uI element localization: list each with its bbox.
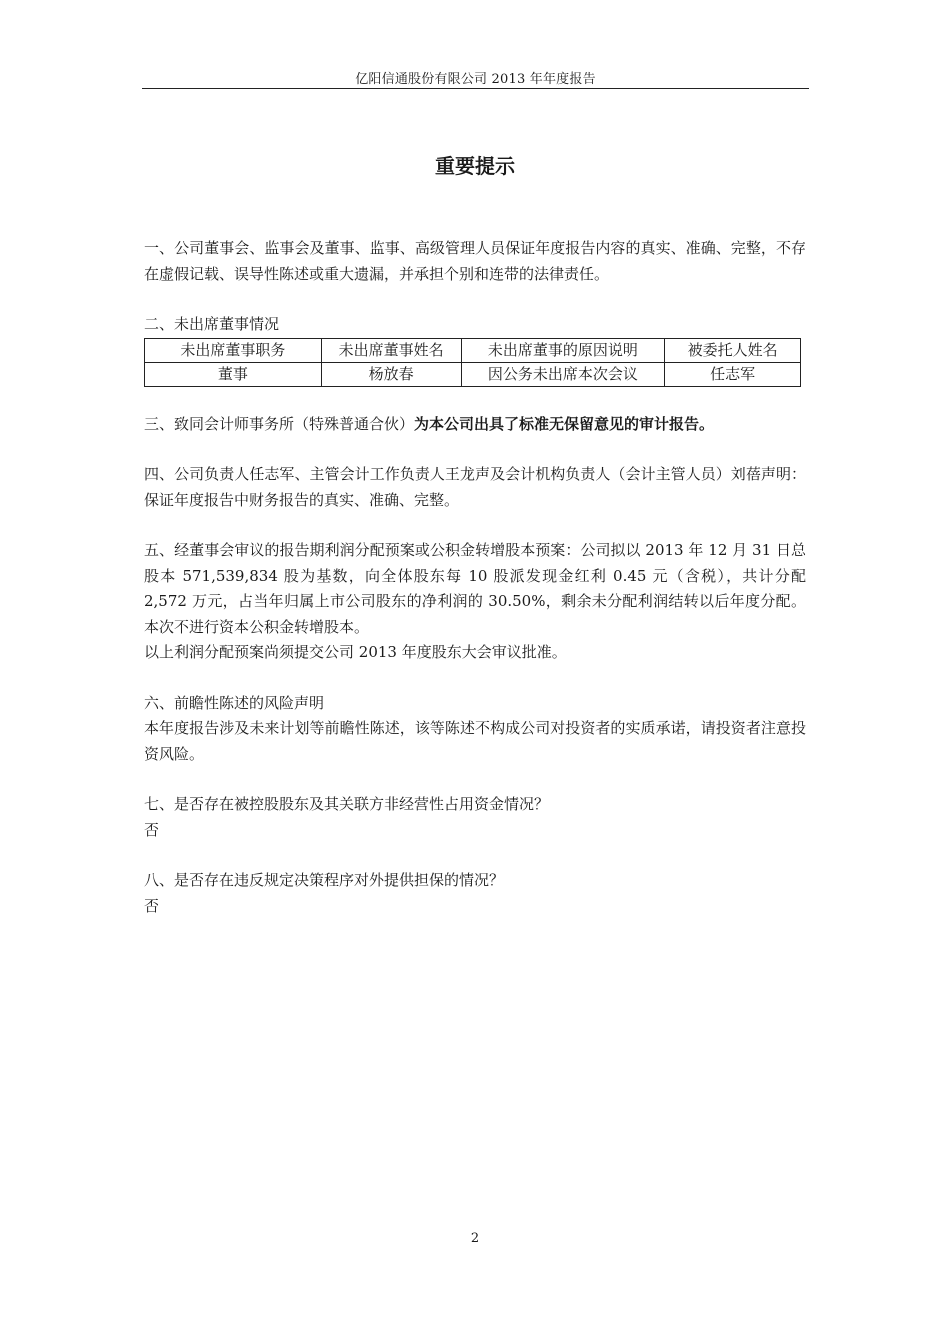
section-1: 一、公司董事会、监事会及董事、监事、高级管理人员保证年度报告内容的真实、准确、完整，不存在虚假记载、误导性陈述或重大遗漏，并承担个别和连带的法律责任。 — [144, 239, 806, 283]
section-3-text: 三、致同会计师事务所（特殊普通合伙） — [144, 414, 415, 433]
section-8-answer: 否 — [144, 896, 160, 915]
header-divider — [142, 88, 809, 89]
table-cell: 因公务未出席本次会议 — [461, 362, 665, 386]
section-5-note: 以上利润分配预案尚须提交公司 2013 年度股东大会审议批准。 — [144, 643, 567, 661]
section-3-bold-text: 为本公司出具了标准无保留意见的审计报告。 — [414, 414, 715, 433]
table-cell: 任志军 — [665, 362, 801, 386]
section-2-heading: 二、未出席董事情况 — [144, 315, 280, 333]
section-7-heading: 七、是否存在被控股股东及其关联方非经营性占用资金情况？ — [144, 795, 550, 813]
section-6-body: 本年度报告涉及未来计划等前瞻性陈述，该等陈述不构成公司对投资者的实质承诺，请投资者注意投资风险。 — [144, 719, 806, 763]
section-3 — [144, 412, 806, 438]
document-body — [144, 236, 806, 919]
table-header-row — [145, 338, 801, 362]
table-header-cell: 未出席董事职务 — [145, 338, 322, 362]
page-header: 亿阳信通股份有限公司 2013 年年度报告 — [355, 72, 596, 87]
table-header-cell: 被委托人姓名 — [665, 338, 801, 362]
page-number: 2 — [470, 1231, 480, 1246]
section-6-heading: 六、前瞻性陈述的风险声明 — [144, 693, 325, 712]
table-cell: 董事 — [145, 362, 322, 386]
absent-directors-table — [144, 338, 801, 387]
table-row — [145, 362, 801, 386]
section-4: 四、公司负责人任志军、主管会计工作负责人王龙声及会计机构负责人（会计主管人员）刘蓓声明：保证年度报告中财务报告的真实、准确、完整。 — [144, 465, 806, 509]
page-title: 重要提示 — [435, 154, 515, 178]
table-cell: 杨放春 — [321, 362, 461, 386]
section-5: 五、经董事会审议的报告期利润分配预案或公积金转增股本预案：公司拟以 2013 年 12 月 31 日总股本 571,539,834 股为基数，向全体股东每 10 股派发现金红利 0.45 元（含税），共计分配 2,572 万元，占当年归属上市公司股东的净利润的 30.50%，剩余未分配利润结转以后年度分配。本次不进行资本公积金转增股本。 — [144, 541, 806, 636]
section-8-heading: 八、是否存在违反规定决策程序对外提供担保的情况？ — [144, 871, 505, 889]
section-7-answer: 否 — [144, 820, 160, 839]
table-header-cell: 未出席董事的原因说明 — [461, 338, 665, 362]
table-header-cell: 未出席董事姓名 — [321, 338, 461, 362]
